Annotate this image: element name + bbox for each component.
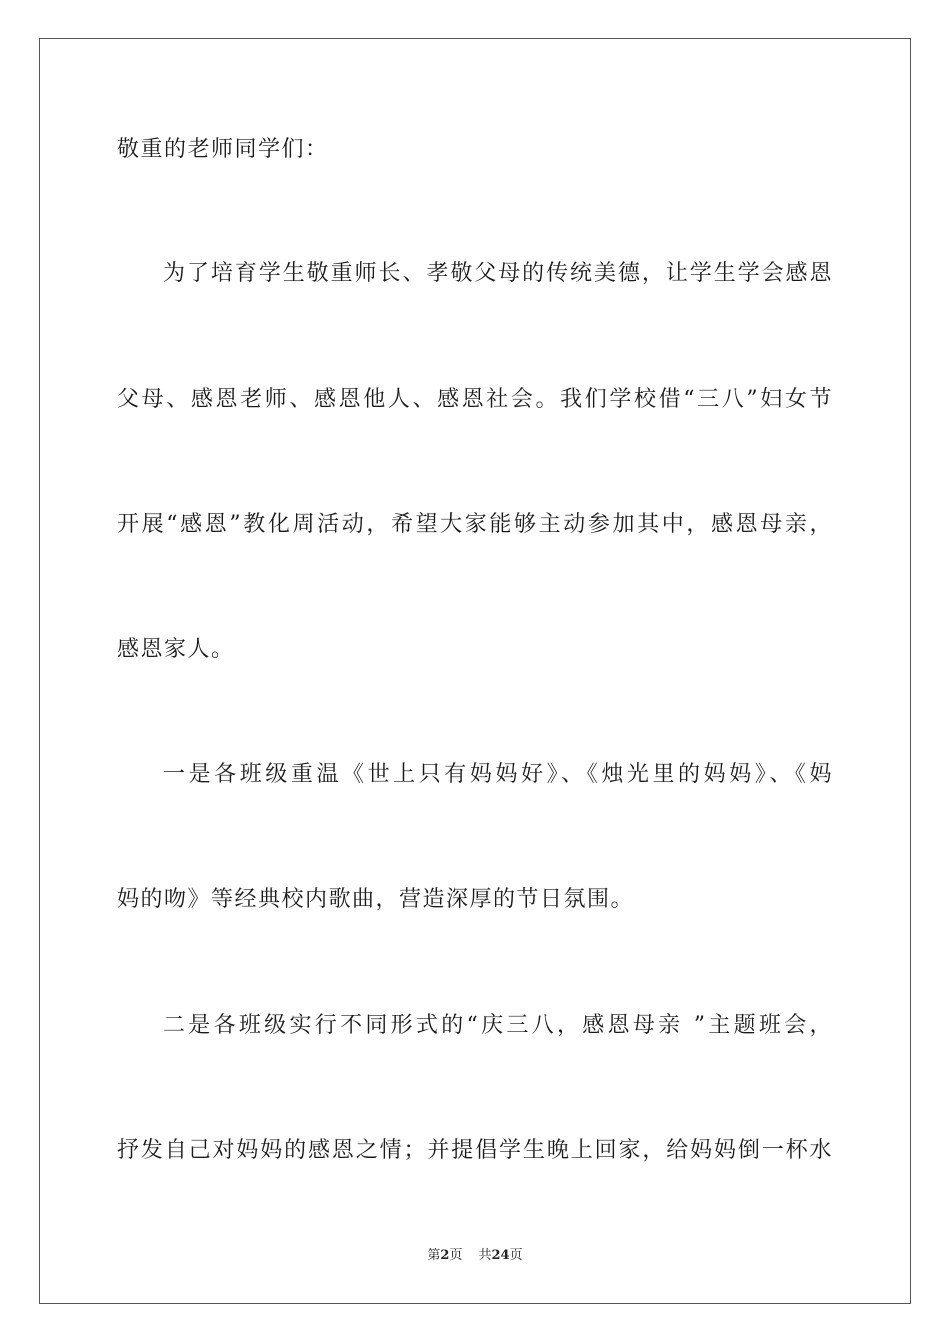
salutation: 敬重的老师同学们： xyxy=(117,137,329,162)
page-suffix: 页 xyxy=(449,1248,463,1263)
page-prefix: 第 xyxy=(427,1248,441,1263)
paragraph-2-line-2: 妈的吻》等经典校内歌曲，营造深厚的节日氛围。 xyxy=(117,887,635,912)
total-prefix: 共 xyxy=(478,1248,492,1263)
page-total: 24 xyxy=(491,1248,510,1263)
page-border xyxy=(39,38,911,1304)
paragraph-1-line-4: 感恩家人。 xyxy=(117,637,235,662)
paragraph-1-line-1: 为了培育学生敬重师长、孝敬父母的传统美德，让学生学会感恩 xyxy=(163,261,833,286)
page-footer xyxy=(0,1247,950,1265)
page-number: 2 xyxy=(440,1248,450,1263)
paragraph-2-line-1: 一是各班级重温《世上只有妈妈好》、《烛光里的妈妈》、《妈 xyxy=(163,762,833,787)
total-suffix: 页 xyxy=(509,1248,523,1263)
paragraph-3-line-1: 二是各班级实行不同形式的“庆三八，感恩母亲 ”主题班会， xyxy=(163,1013,833,1038)
paragraph-1-line-2: 父母、感恩老师、感恩他人、感恩社会。我们学校借“三八”妇女节 xyxy=(117,387,833,412)
paragraph-3-line-2: 抒发自己对妈妈的感恩之情；并提倡学生晚上回家，给妈妈倒一杯水 xyxy=(117,1138,833,1163)
paragraph-1-line-3: 开展“感恩”教化周活动，希望大家能够主动参加其中，感恩母亲， xyxy=(117,512,833,537)
